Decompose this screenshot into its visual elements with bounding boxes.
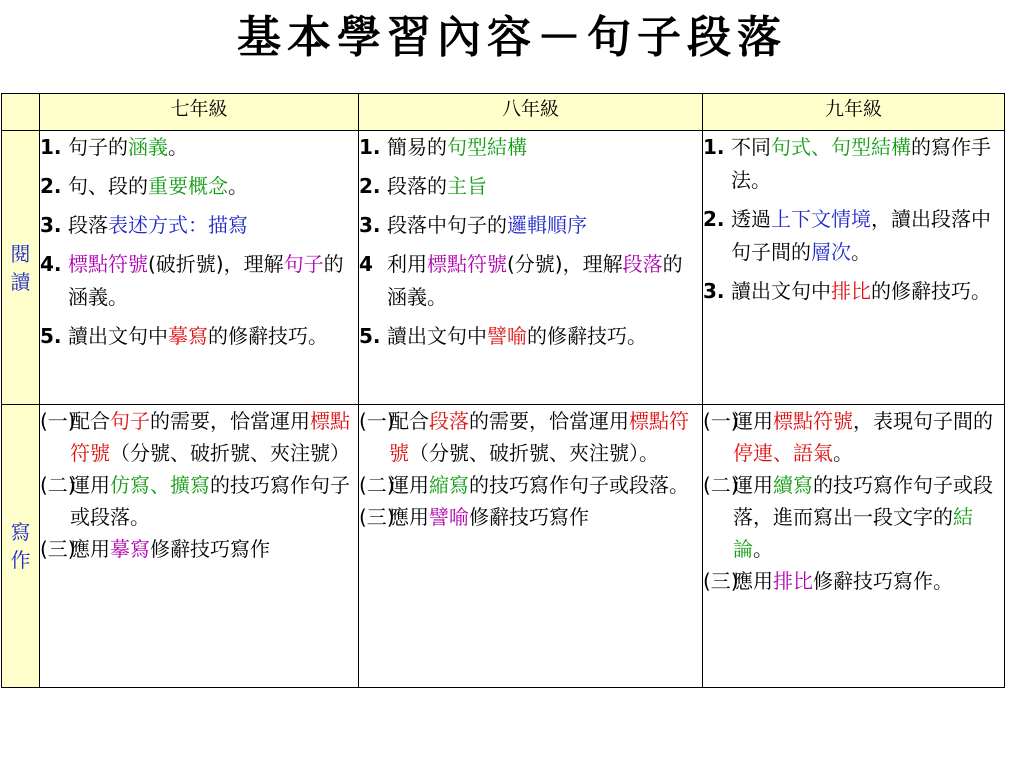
item-number: (一) xyxy=(703,409,739,433)
list-item xyxy=(40,533,358,565)
item-text: 的寫作手法。 xyxy=(731,135,991,192)
highlight-term: 句子 xyxy=(110,409,150,433)
item-text: 的修辭技巧。 xyxy=(527,324,647,348)
item-text: 應用 xyxy=(389,505,429,529)
item-number: 5. xyxy=(40,324,62,348)
item-text: 應用 xyxy=(733,569,773,593)
item-text: 句、段的 xyxy=(68,174,148,198)
item-text: 的技巧寫作句子或段落。 xyxy=(469,473,689,497)
item-number: (三) xyxy=(40,537,76,561)
item-number: (三) xyxy=(703,569,739,593)
list-item xyxy=(703,405,1004,469)
item-text: 運用 xyxy=(70,473,110,497)
highlight-term: 主旨 xyxy=(447,174,487,198)
list-item xyxy=(359,248,702,314)
highlight-term: 邏輯順序 xyxy=(507,213,587,237)
highlight-term: 標點符號 xyxy=(68,252,148,276)
highlight-term: 句式、句型結構 xyxy=(771,135,911,159)
highlight-term: 摹寫 xyxy=(168,324,208,348)
item-text: 的技巧寫作句子或段落，進而寫出一段文字的 xyxy=(733,473,993,529)
item-text: 配合 xyxy=(389,409,429,433)
item-number: 5. xyxy=(359,324,381,348)
highlight-term: 仿寫、擴寫 xyxy=(110,473,210,497)
item-text: 的修辭技巧。 xyxy=(871,279,991,303)
item-text: 利用 xyxy=(387,252,427,276)
list-item xyxy=(40,131,358,164)
item-text: 讀出文句中 xyxy=(387,324,487,348)
cell-reading-grade-9 xyxy=(703,131,1005,405)
highlight-term: 標點符號 xyxy=(427,252,507,276)
cell-reading-grade-7 xyxy=(40,131,359,405)
highlight-term: 標點符號 xyxy=(773,409,853,433)
item-text: 的涵義。 xyxy=(387,252,683,309)
cell-writing-grade-8 xyxy=(359,405,703,688)
list-item xyxy=(359,170,702,203)
list-item xyxy=(359,320,702,353)
highlight-term: 標點符號 xyxy=(70,409,350,465)
item-number: 2. xyxy=(359,174,381,198)
item-text: （分號、破折號、夾注號）。 xyxy=(409,441,659,465)
item-text: 的技巧寫作句子或段落。 xyxy=(70,473,350,529)
list-item xyxy=(40,469,358,533)
item-text: 的涵義。 xyxy=(68,252,344,309)
item-number: (二) xyxy=(359,473,395,497)
item-text: (分號)，理解 xyxy=(507,252,623,276)
item-number: (二) xyxy=(40,473,76,497)
item-text: 。 xyxy=(851,240,871,264)
item-text: ，讀出段落中句子間的 xyxy=(731,207,991,264)
item-text: 的需要，恰當運用 xyxy=(469,409,629,433)
item-text: 讀出文句中 xyxy=(731,279,831,303)
row-label-char: 寫 xyxy=(10,520,31,544)
item-number: (一) xyxy=(359,409,395,433)
item-text: 的修辭技巧。 xyxy=(208,324,328,348)
item-number: 4. xyxy=(40,252,62,276)
highlight-term: 上下文情境 xyxy=(771,207,871,231)
list-item xyxy=(359,209,702,242)
item-text: 段落的 xyxy=(387,174,447,198)
item-text: 應用 xyxy=(70,537,110,561)
highlight-term: 摹寫 xyxy=(110,537,150,561)
item-text: 運用 xyxy=(389,473,429,497)
highlight-term: 段落 xyxy=(622,252,663,276)
page-title: 基本學習內容－句子段落 xyxy=(237,12,787,63)
item-number: 2. xyxy=(703,207,725,231)
highlight-term: 句型結構 xyxy=(447,135,527,159)
item-text: ，表現句子間的 xyxy=(853,409,993,433)
highlight-term: 譬喻 xyxy=(487,324,527,348)
list-item xyxy=(359,501,702,533)
item-number: 3. xyxy=(40,213,62,237)
item-text: 修辭技巧寫作。 xyxy=(813,569,953,593)
list-item xyxy=(359,469,702,501)
item-text: 修辭技巧寫作 xyxy=(150,537,270,561)
item-number: (一) xyxy=(40,409,76,433)
cell-writing-grade-9 xyxy=(703,405,1005,688)
item-text: (破折號)，理解 xyxy=(148,252,284,276)
row-label-reading xyxy=(2,131,40,405)
highlight-term: 排比 xyxy=(831,279,871,303)
highlight-term: 重要概念 xyxy=(148,174,228,198)
list-item xyxy=(703,565,1004,597)
item-number: 1. xyxy=(40,135,62,159)
item-number: 3. xyxy=(703,279,725,303)
highlight-term: 排比 xyxy=(773,569,813,593)
item-text: 。 xyxy=(833,441,853,465)
highlight-term: 涵義 xyxy=(128,135,168,159)
list-item xyxy=(40,320,358,353)
item-text: 。 xyxy=(228,174,248,198)
list-item xyxy=(40,170,358,203)
item-text: 段落 xyxy=(68,213,108,237)
item-text: 段落中句子的 xyxy=(387,213,507,237)
item-number: 1. xyxy=(703,135,725,159)
highlight-term: 譬喻 xyxy=(429,505,469,529)
table-row-writing xyxy=(2,405,1005,688)
list-item xyxy=(40,248,358,314)
item-text: 的需要，恰當運用 xyxy=(150,409,310,433)
item-text: 。 xyxy=(753,537,773,561)
highlight-term: 句子 xyxy=(283,252,324,276)
highlight-term: 續寫 xyxy=(773,473,813,497)
curriculum-table xyxy=(1,93,1005,688)
highlight-term: 停連、語氣 xyxy=(733,441,833,465)
row-label-char: 讀 xyxy=(10,269,31,294)
list-item xyxy=(40,405,358,469)
header-grade-9: 九年級 xyxy=(703,94,1005,131)
item-text: 配合 xyxy=(70,409,110,433)
header-corner xyxy=(2,94,40,131)
item-number: 2. xyxy=(40,174,62,198)
row-label-char: 作 xyxy=(10,548,31,572)
item-text: 運用 xyxy=(733,409,773,433)
item-text: 。 xyxy=(168,135,188,159)
highlight-term: 表述方式：描寫 xyxy=(108,213,248,237)
highlight-term: 段落 xyxy=(429,409,469,433)
highlight-term: 結論 xyxy=(733,505,973,561)
list-item xyxy=(703,469,1004,565)
list-item xyxy=(703,131,1004,197)
item-number: (二) xyxy=(703,473,739,497)
item-text: 句子的 xyxy=(68,135,128,159)
highlight-term: 層次 xyxy=(811,240,851,264)
highlight-term: 標點符號 xyxy=(389,409,689,465)
table-row-reading xyxy=(2,131,1005,405)
row-label-char: 閱 xyxy=(10,241,31,266)
table-header-row xyxy=(2,94,1005,131)
header-grade-8: 八年級 xyxy=(359,94,703,131)
list-item xyxy=(703,203,1004,269)
item-text: 簡易的 xyxy=(387,135,447,159)
list-item xyxy=(703,275,1004,308)
item-number: 4 xyxy=(359,252,373,276)
highlight-term: 縮寫 xyxy=(429,473,469,497)
item-number: 1. xyxy=(359,135,381,159)
item-text: 透過 xyxy=(731,207,771,231)
list-item xyxy=(359,131,702,164)
row-label-writing xyxy=(2,405,40,688)
item-text: 不同 xyxy=(731,135,771,159)
item-number: 3. xyxy=(359,213,381,237)
list-item xyxy=(359,405,702,469)
item-number: (三) xyxy=(359,505,395,529)
header-grade-7: 七年級 xyxy=(40,94,359,131)
cell-writing-grade-7 xyxy=(40,405,359,688)
item-text: 修辭技巧寫作 xyxy=(469,505,589,529)
item-text: 讀出文句中 xyxy=(68,324,168,348)
item-text: （分號、破折號、夾注號） xyxy=(110,441,350,465)
item-text: 運用 xyxy=(733,473,773,497)
cell-reading-grade-8 xyxy=(359,131,703,405)
list-item xyxy=(40,209,358,242)
